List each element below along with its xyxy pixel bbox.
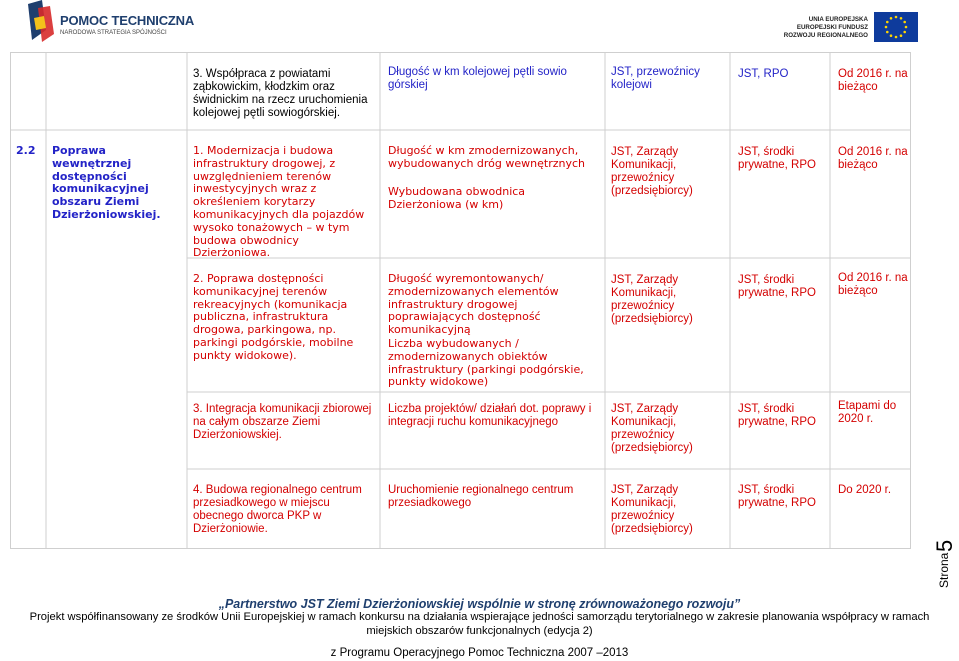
row1-deadline: Od 2016 r. na bieżąco bbox=[838, 68, 908, 93]
logo-emblem-icon bbox=[24, 0, 58, 44]
row5-deadline: Do 2020 r. bbox=[838, 484, 892, 496]
row4-responsible: JST, Zarządy Komunikacji, przewoźnicy (przedsiębiorcy) bbox=[611, 403, 693, 454]
row1-indicator: Długość w km kolejowej pętli sowio górskiej bbox=[388, 66, 567, 91]
row1-action: 3. Współpraca z powiatami ząbkowickim, kłodzkim oraz świdnickim na rzecz uruchomienia kolejowej pętli sowiogórskiej. bbox=[193, 68, 368, 119]
row3-funding: JST, środki prywatne, RPO bbox=[738, 274, 816, 299]
row4-action: 3. Integracja komunikacji zbiorowej na całym obszarze Ziemi Dzierżoniowskiej. bbox=[193, 403, 372, 441]
page-label: Strona bbox=[937, 552, 951, 588]
row3-indicator: Długość wyremontowanych/ zmodernizowanych elementów infrastruktury drogowej poprawiających dostępność komunikacyjną bbox=[388, 272, 559, 337]
eu-line-2: EUROPEJSKI FUNDUSZ bbox=[796, 24, 868, 31]
row2-indicator: Długość w km zmodernizowanych, wybudowanych dróg wewnętrznych bbox=[388, 144, 585, 170]
row3-responsible: JST, Zarządy Komunikacji, przewoźnicy (przedsiębiorcy) bbox=[611, 274, 693, 325]
row4-deadline: Etapami do 2020 r. bbox=[838, 400, 897, 425]
page-number bbox=[926, 530, 959, 590]
row4-funding: JST, środki prywatne, RPO bbox=[738, 403, 816, 428]
row2-responsible: JST, Zarządy Komunikacji, przewoźnicy (przedsiębiorcy) bbox=[611, 146, 693, 197]
row2-funding: JST, środki prywatne, RPO bbox=[738, 146, 816, 171]
row3-deadline: Od 2016 r. na bieżąco bbox=[838, 272, 908, 297]
footer-slogan: „Partnerstwo JST Ziemi Dzierżoniowskiej wspólnie w stronę zrównoważonego rozwoju” bbox=[218, 597, 741, 611]
row3-indicator-2: Liczba wybudowanych / zmodernizowanych obiektów infrastruktury (parkingi podgórskie, punkty widokowe) bbox=[388, 337, 584, 389]
row5-action: 4. Budowa regionalnego centrum przesiadkowego w miejscu obecnego dworca PKP w Dzierżoniowie. bbox=[193, 484, 362, 535]
row5-responsible: JST, Zarządy Komunikacji, przewoźnicy (przedsiębiorcy) bbox=[611, 484, 693, 535]
row4-indicator: Liczba projektów/ działań dot. poprawy i integracji ruchu komunikacyjnego bbox=[388, 403, 592, 428]
row2-indicator-2: Wybudowana obwodnica Dzierżoniowa (w km) bbox=[388, 185, 526, 211]
logo-title: POMOC TECHNICZNA bbox=[60, 13, 195, 28]
footer-program: z Programu Operacyjnego Pomoc Techniczna 2007 –2013 bbox=[330, 647, 629, 659]
row5-indicator: Uruchomienie regionalnego centrum przesiadkowego bbox=[388, 484, 574, 509]
footer-project-2: miejskich obszarów funkcjonalnych (edycja 2) bbox=[366, 625, 593, 637]
logo-subtitle: NARODOWA STRATEGIA SPÓJNOŚCI bbox=[60, 30, 167, 36]
row3-action: 2. Poprawa dostępności komunikacyjnej terenów rekreacyjnych (komunikacja publiczna, infrastruktura drogowa, parkingowa, np. parkingi podgórskie, mobilne punkty widokowe). bbox=[193, 272, 354, 362]
footer-project: Projekt współfinansowany ze środków Unii Europejskiej w ramach konkursu na działania wspierające jedności samorządu terytorialnego w zakresie planowania współpracy w ramach bbox=[29, 611, 930, 623]
row2-number: 2.2 bbox=[16, 144, 36, 157]
eu-line-3: ROZWOJU REGIONALNEGO bbox=[783, 32, 868, 39]
row1-funding: JST, RPO bbox=[738, 68, 789, 80]
row5-funding: JST, środki prywatne, RPO bbox=[738, 484, 816, 509]
row2-deadline: Od 2016 r. na bieżąco bbox=[838, 146, 908, 171]
eu-line-1: UNIA EUROPEJSKA bbox=[808, 16, 868, 23]
row1-responsible: JST, przewoźnicy kolejowi bbox=[611, 66, 700, 91]
eu-flag-icon bbox=[874, 12, 918, 42]
page-number-value: 5 bbox=[932, 539, 957, 552]
row2-action: 1. Modernizacja i budowa infrastruktury drogowej, z uwzględnieniem terenów inwestycyjnych wraz z określeniem korytarzy komunikacyjnych dla pojazdów wysoko tonażowych – w tym budowa obwodnicy Dzierżoniowa. bbox=[193, 144, 365, 260]
eu-label bbox=[770, 16, 868, 40]
row2-goal: Poprawa wewnętrznej dostępności komunikacyjnej obszaru Ziemi Dzierżoniowskiej. bbox=[52, 144, 161, 221]
